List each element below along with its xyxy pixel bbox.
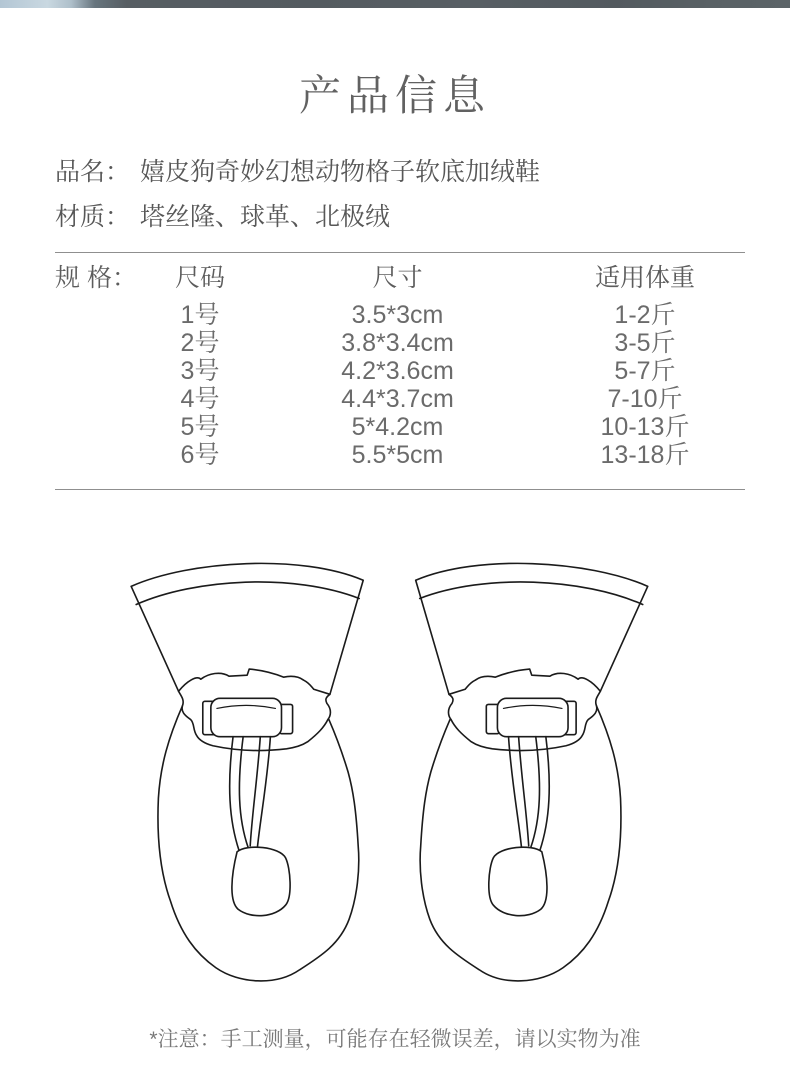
cell-size: 4号	[180, 385, 220, 413]
cell-dimension: 3.5*3cm	[351, 301, 444, 329]
left-shoe-drawing	[131, 563, 363, 981]
divider-bottom	[55, 489, 745, 490]
product-material-label: 材质：	[55, 203, 131, 231]
measurement-note: *注意：手工测量，可能存在轻微误差，请以实物为准	[149, 1028, 641, 1051]
cell-weight: 1-2斤	[614, 301, 676, 329]
cell-dimension: 5.5*5cm	[351, 441, 444, 469]
cell-dimension: 4.4*3.7cm	[341, 385, 454, 413]
table-row	[55, 441, 745, 469]
cell-size: 1号	[180, 301, 220, 329]
product-material-row	[55, 195, 745, 240]
cell-weight: 7-10斤	[607, 385, 683, 413]
product-name-value: 嬉皮狗奇妙幻想动物格子软底加绒鞋	[140, 158, 541, 186]
dog-shoes-illustration	[120, 548, 670, 997]
divider-top	[55, 252, 745, 253]
top-photo-strip	[0, 0, 790, 8]
spec-label: 规 格：	[55, 264, 137, 292]
column-header-weight: 适用体重	[594, 264, 695, 292]
table-row	[55, 385, 745, 413]
cell-size: 5号	[180, 413, 220, 441]
product-name-label: 品名：	[55, 158, 131, 186]
cell-size: 6号	[180, 441, 220, 469]
cell-size: 3号	[180, 357, 220, 385]
product-name-row	[55, 150, 745, 195]
cell-dimension: 3.8*3.4cm	[341, 329, 454, 357]
cell-dimension: 5*4.2cm	[351, 413, 444, 441]
cell-size: 2号	[180, 329, 220, 357]
spec-table	[55, 301, 745, 469]
cell-weight: 5-7斤	[614, 357, 676, 385]
right-shoe-drawing	[416, 563, 648, 981]
column-header-size: 尺码	[174, 264, 225, 292]
cell-weight: 13-18斤	[600, 441, 690, 469]
cell-dimension: 4.2*3.6cm	[341, 357, 454, 385]
spec-table-header	[55, 261, 745, 295]
table-row	[55, 329, 745, 357]
cell-weight: 3-5斤	[614, 329, 676, 357]
table-row	[55, 413, 745, 441]
column-header-dimension: 尺寸	[372, 264, 423, 292]
page-title: 产品信息	[298, 72, 491, 119]
cell-weight: 10-13斤	[600, 413, 690, 441]
table-row	[55, 301, 745, 329]
product-material-value: 塔丝隆、球革、北极绒	[140, 203, 391, 231]
table-row	[55, 357, 745, 385]
product-info-section	[0, 150, 790, 490]
